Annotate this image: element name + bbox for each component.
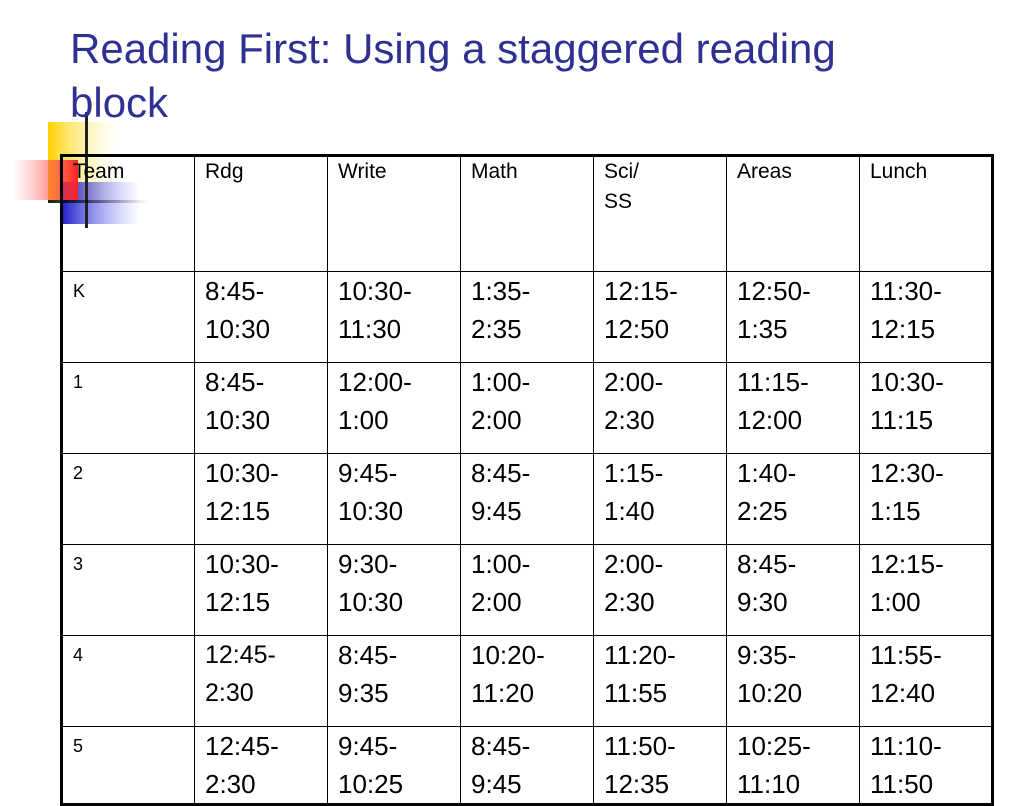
time-start: 12:00- <box>338 367 412 397</box>
time-cell <box>195 272 328 363</box>
time-end: 11:50 <box>870 769 934 799</box>
time-end: 9:45 <box>471 496 522 526</box>
time-cell <box>328 454 461 545</box>
time-cell <box>594 727 727 805</box>
time-cell <box>727 727 860 805</box>
team-cell: 2 <box>62 454 195 545</box>
time-cell <box>461 454 594 545</box>
time-cell <box>860 272 993 363</box>
time-cell <box>594 636 727 727</box>
time-end: 9:30 <box>737 587 788 617</box>
time-cell <box>727 636 860 727</box>
time-start: 2:00- <box>604 367 664 397</box>
time-cell <box>461 272 594 363</box>
time-cell <box>594 363 727 454</box>
time-start: 2:00- <box>604 549 664 579</box>
time-start: 12:45- <box>205 731 279 761</box>
time-start: 11:10- <box>870 731 942 761</box>
time-start: 8:45- <box>737 549 797 579</box>
time-cell <box>195 454 328 545</box>
time-end: 10:30 <box>205 405 271 435</box>
table-row <box>62 545 993 636</box>
slide-title-line-2: block <box>70 79 169 126</box>
table-row <box>62 727 993 805</box>
time-cell <box>328 272 461 363</box>
time-end: 10:30 <box>205 314 271 344</box>
time-start: 9:45- <box>338 458 398 488</box>
time-cell <box>860 454 993 545</box>
time-end: 9:35 <box>338 678 389 708</box>
time-cell <box>195 545 328 636</box>
time-end: 12:50 <box>604 314 670 344</box>
time-cell <box>727 272 860 363</box>
time-cell <box>860 636 993 727</box>
time-end: 2:35 <box>471 314 522 344</box>
time-start: 12:50- <box>737 276 811 306</box>
time-start: 11:20- <box>604 640 676 670</box>
time-cell <box>727 454 860 545</box>
time-start: 8:45- <box>205 367 265 397</box>
header-math: Math <box>461 156 594 272</box>
time-cell <box>328 363 461 454</box>
time-start: 11:15- <box>737 367 809 397</box>
team-cell: K <box>62 272 195 363</box>
time-start: 1:00- <box>471 367 531 397</box>
time-end: 2:00 <box>471 587 522 617</box>
time-end: 12:00 <box>737 405 803 435</box>
time-start: 12:30- <box>870 458 944 488</box>
time-end: 12:35 <box>604 769 670 799</box>
time-cell <box>461 727 594 805</box>
time-end: 12:15 <box>205 587 271 617</box>
header-sci-line-2: SS <box>604 190 633 213</box>
header-sci-line-1: Sci/ <box>604 160 640 183</box>
time-start: 10:30- <box>205 458 279 488</box>
table-row <box>62 636 993 727</box>
slide-title <box>70 22 1000 130</box>
time-cell <box>461 363 594 454</box>
header-write: Write <box>328 156 461 272</box>
time-start: 11:55- <box>870 640 942 670</box>
time-cell <box>195 636 328 727</box>
time-start: 8:45- <box>471 731 531 761</box>
header-sci-ss <box>594 156 727 272</box>
time-cell <box>860 727 993 805</box>
time-start: 9:35- <box>737 640 797 670</box>
time-end: 10:25 <box>338 769 404 799</box>
time-cell <box>195 363 328 454</box>
time-cell <box>328 636 461 727</box>
time-start: 1:00- <box>471 549 531 579</box>
time-end: 2:25 <box>737 496 788 526</box>
time-cell <box>727 363 860 454</box>
time-end: 11:10 <box>737 769 801 799</box>
team-cell: 4 <box>62 636 195 727</box>
time-start: 10:25- <box>737 731 811 761</box>
time-start: 10:30- <box>870 367 944 397</box>
table-header-row <box>62 156 993 272</box>
time-start: 1:35- <box>471 276 531 306</box>
time-cell <box>594 454 727 545</box>
time-start: 9:45- <box>338 731 398 761</box>
time-end: 11:15 <box>870 405 934 435</box>
time-start: 12:15- <box>870 549 944 579</box>
time-cell <box>594 545 727 636</box>
time-end: 10:30 <box>338 496 404 526</box>
time-end: 1:35 <box>737 314 788 344</box>
time-end: 1:15 <box>870 496 921 526</box>
time-start: 1:40- <box>737 458 797 488</box>
time-start: 10:30- <box>205 549 279 579</box>
time-cell <box>195 727 328 805</box>
time-end: 12:40 <box>870 678 936 708</box>
time-end: 1:00 <box>870 587 921 617</box>
time-end: 1:40 <box>604 496 655 526</box>
time-end: 9:45 <box>471 769 522 799</box>
time-start: 10:30- <box>338 276 412 306</box>
time-end: 2:30 <box>604 405 655 435</box>
time-start: 11:30- <box>870 276 942 306</box>
time-start: 9:30- <box>338 549 398 579</box>
header-team: Team <box>62 156 195 272</box>
time-end: 2:30 <box>604 587 655 617</box>
time-cell <box>461 636 594 727</box>
header-lunch: Lunch <box>860 156 993 272</box>
time-start: 1:15- <box>604 458 664 488</box>
time-cell <box>594 272 727 363</box>
table-row <box>62 363 993 454</box>
time-start: 8:45- <box>338 640 398 670</box>
time-end: 2:00 <box>471 405 522 435</box>
time-end: 10:30 <box>338 587 404 617</box>
time-start: 8:45- <box>471 458 531 488</box>
time-end: 2:30 <box>205 769 256 799</box>
time-end: 12:15 <box>870 314 936 344</box>
time-end: 10:20 <box>737 678 803 708</box>
time-end: 11:30 <box>338 314 402 344</box>
table-row <box>62 454 993 545</box>
time-cell <box>328 727 461 805</box>
team-cell: 1 <box>62 363 195 454</box>
team-cell: 3 <box>62 545 195 636</box>
slide-title-line-1: Reading First: Using a staggered reading <box>70 25 836 72</box>
time-cell <box>461 545 594 636</box>
time-cell <box>860 545 993 636</box>
time-end: 11:20 <box>471 678 535 708</box>
time-start: 12:15- <box>604 276 678 306</box>
schedule-table <box>60 154 994 806</box>
time-cell <box>727 545 860 636</box>
time-end: 11:55 <box>604 678 668 708</box>
time-start: 11:50- <box>604 731 676 761</box>
time-start: 8:45- <box>205 276 265 306</box>
time-end: 1:00 <box>338 405 389 435</box>
time-start: 10:20- <box>471 640 545 670</box>
header-rdg: Rdg <box>195 156 328 272</box>
header-areas: Areas <box>727 156 860 272</box>
time-cell <box>860 363 993 454</box>
time-start: 12:45- <box>205 641 276 669</box>
time-end: 2:30 <box>205 679 254 707</box>
team-cell: 5 <box>62 727 195 805</box>
time-cell <box>328 545 461 636</box>
table-row <box>62 272 993 363</box>
time-end: 12:15 <box>205 496 271 526</box>
